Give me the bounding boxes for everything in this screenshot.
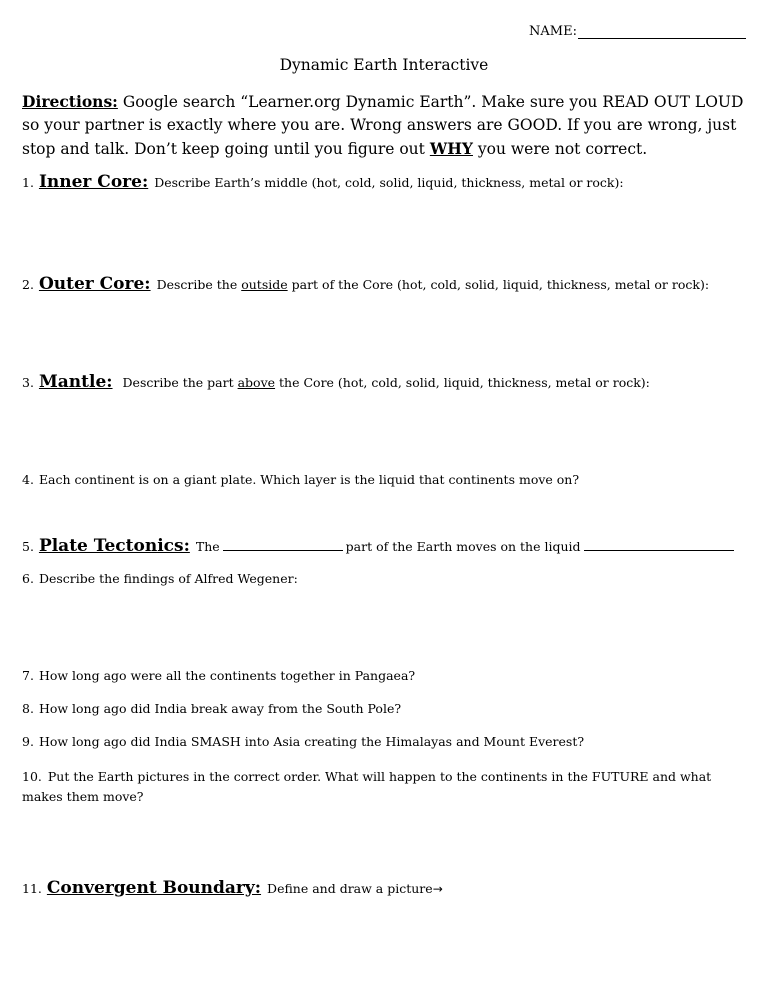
question-4 (22, 472, 579, 487)
directions-paragraph (22, 90, 746, 161)
directions-why: WHY (429, 139, 473, 158)
question-text: Describe the part (122, 375, 234, 390)
question-text: Describe the findings of Alfred Wegener: (38, 571, 298, 586)
question-heading: Mantle: (38, 372, 113, 392)
question-text: part of the Core (hot, cold, solid, liquid, thickness, metal or rock): (291, 277, 710, 292)
question-8 (22, 701, 401, 716)
question-text: The (195, 539, 220, 554)
question-heading: Convergent Boundary: (46, 878, 262, 898)
question-text: Put the Earth pictures in the correct order. What will happen to the continents in the FUTURE and what makes them move? (22, 769, 712, 804)
question-10 (22, 767, 746, 807)
question-text: the Core (hot, cold, solid, liquid, thickness, metal or rock): (279, 375, 650, 390)
question-text: Each continent is on a giant plate. Which layer is the liquid that continents move on? (38, 472, 580, 487)
page-title: Dynamic Earth Interactive (279, 56, 489, 74)
question-heading: Plate Tectonics: (38, 536, 190, 556)
question-number: 5. (22, 539, 34, 554)
question-3 (22, 372, 650, 392)
right-arrow-icon: → (432, 882, 443, 896)
directions-label: Directions: (22, 92, 118, 111)
question-number: 9. (22, 734, 34, 749)
question-text-underlined: outside (241, 277, 288, 292)
name-field (529, 24, 746, 39)
question-number: 6. (22, 571, 34, 586)
question-11 (22, 878, 443, 898)
question-number: 8. (22, 701, 34, 716)
question-heading: Inner Core: (38, 172, 149, 192)
question-text-underlined: above (237, 375, 276, 390)
question-text: Describe Earth’s middle (hot, cold, solid, liquid, thickness, metal or rock): (154, 175, 624, 190)
name-blank-line[interactable] (578, 24, 746, 39)
question-text: part of the Earth moves on the liquid (345, 539, 581, 554)
answer-blank[interactable] (223, 538, 343, 551)
answer-blank[interactable] (584, 538, 734, 551)
question-text: Describe the (156, 277, 238, 292)
question-text: How long ago were all the continents together in Pangaea? (38, 668, 416, 683)
question-number: 7. (22, 668, 34, 683)
question-heading: Outer Core: (38, 274, 151, 294)
question-number: 3. (22, 375, 34, 390)
question-number: 10. (22, 769, 42, 784)
question-text: How long ago did India SMASH into Asia creating the Himalayas and Mount Everest? (38, 734, 585, 749)
question-number: 11. (22, 881, 42, 896)
question-number: 4. (22, 472, 34, 487)
question-number: 2. (22, 277, 34, 292)
question-text: How long ago did India break away from the South Pole? (38, 701, 402, 716)
question-text: Define and draw a picture (267, 881, 433, 896)
question-number: 1. (22, 175, 34, 190)
directions-text: Google search “Learner.org Dynamic Earth”. Make sure you READ OUT LOUD so your partner is exactly where you are. Wrong answers are GOOD. If you are wrong, just stop and talk. Don’t keep going until you figure out (22, 93, 744, 158)
question-5 (22, 536, 734, 556)
question-9 (22, 734, 584, 749)
question-2 (22, 274, 709, 294)
question-1 (22, 172, 624, 192)
directions-text-end: you were not correct. (477, 140, 648, 158)
question-7 (22, 668, 415, 683)
name-label: NAME: (529, 24, 577, 39)
question-6 (22, 571, 298, 586)
